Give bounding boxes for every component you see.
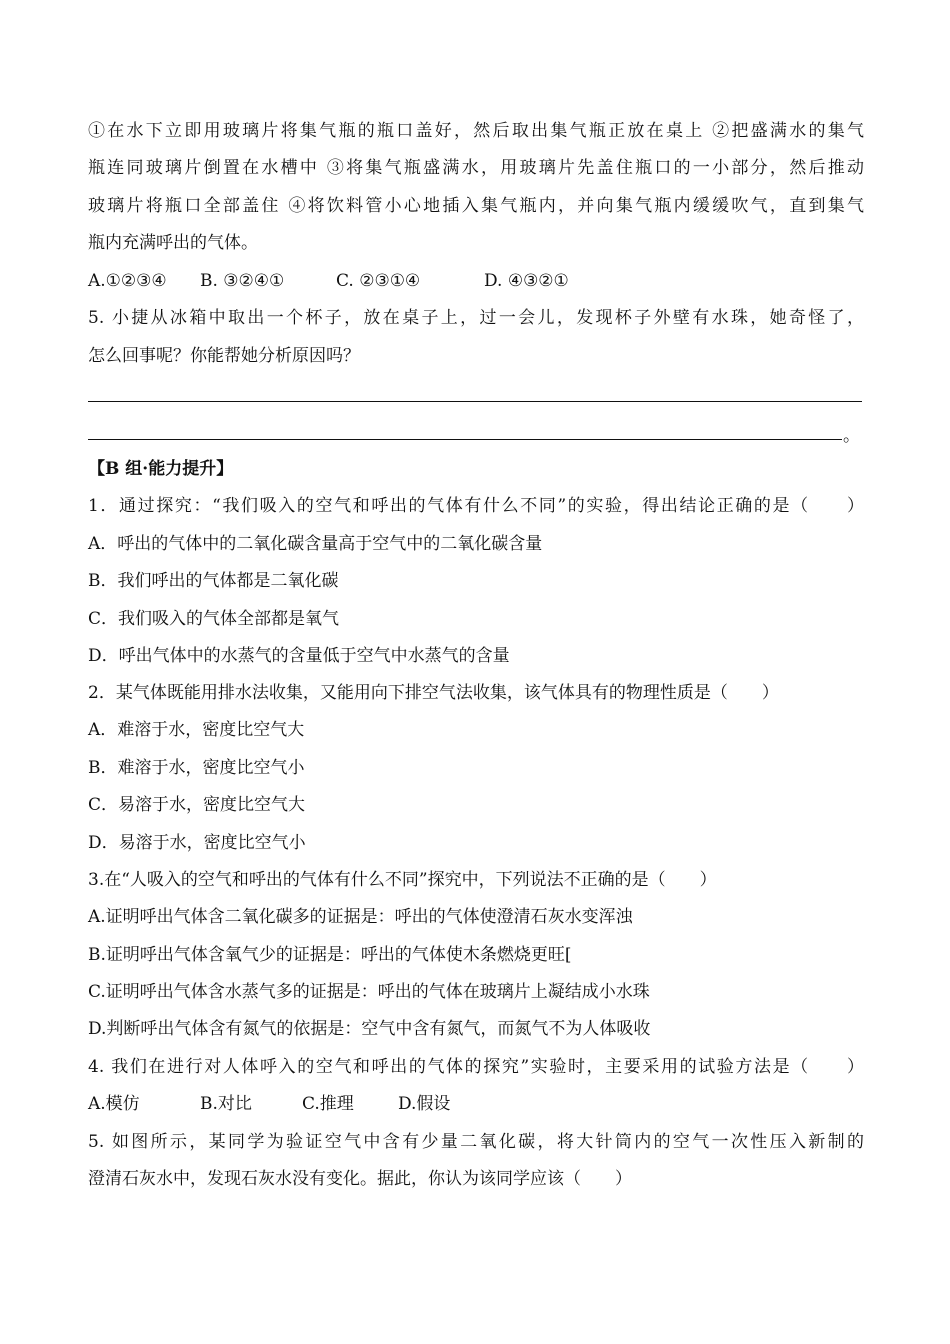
b-q3-option-c: C.证明呼出气体含水蒸气多的证据是：呼出的气体在玻璃片上凝结成小水珠 bbox=[88, 982, 650, 1002]
steps-line-3: 玻璃片将瓶口全部盖住 ④将饮料管小心地插入集气瓶内，并向集气瓶内缓缓吹气，直到集气 bbox=[88, 196, 864, 216]
b-q1-option-b: B．我们呼出的气体都是二氧化碳 bbox=[88, 571, 339, 591]
q5-line-1: 5. 小捷从冰箱中取出一个杯子，放在桌子上，过一会儿，发现杯子外壁有水珠，她奇怪了， bbox=[88, 308, 864, 328]
b-q4-stem: 4. 我们在进行对人体呼入的空气和呼出的气体的探究”实验时，主要采用的试验方法是（ ） bbox=[88, 1057, 864, 1077]
b-q1-stem: 1．通过探究：“我们吸入的空气和呼出的气体有什么不同”的实验，得出结论正确的是（ ） bbox=[88, 496, 864, 516]
b-q4-options bbox=[88, 1092, 450, 1116]
option-c: C. ②③①④ bbox=[336, 271, 421, 291]
answer-end-mark: 。 bbox=[843, 426, 860, 446]
answer-line-1 bbox=[88, 401, 862, 402]
ordering-options bbox=[88, 269, 569, 293]
b-q3-option-d: D.判断呼出气体含有氮气的依据是：空气中含有氮气，而氮气不为人体吸收 bbox=[88, 1019, 651, 1039]
answer-line-2 bbox=[88, 439, 842, 440]
option-a: A.①②③④ bbox=[88, 271, 167, 291]
b-q3-stem: 3.在“人吸入的空气和呼出的气体有什么不同”探究中，下列说法不正确的是（ ） bbox=[88, 870, 717, 890]
b-q2-option-d: D．易溶于水，密度比空气小 bbox=[88, 833, 306, 853]
b-q2-option-a: A．难溶于水，密度比空气大 bbox=[88, 720, 305, 740]
b-q1-option-a: A．呼出的气体中的二氧化碳含量高于空气中的二氧化碳含量 bbox=[88, 534, 543, 554]
section-b-title: 【B 组·能力提升】 bbox=[88, 459, 234, 479]
b-q5-line-2: 澄清石灰水中，发现石灰水没有变化。据此，你认为该同学应该（ ） bbox=[88, 1169, 632, 1189]
b-q4-option-b: B.对比 bbox=[200, 1094, 252, 1114]
b-q4-option-c: C.推理 bbox=[302, 1094, 354, 1114]
b-q2-option-c: C．易溶于水，密度比空气大 bbox=[88, 795, 306, 815]
b-q3-option-b: B.证明呼出气体含氧气少的证据是：呼出的气体使木条燃烧更旺[ bbox=[88, 945, 572, 965]
b-q1-option-d: D．呼出气体中的水蒸气的含量低于空气中水蒸气的含量 bbox=[88, 646, 510, 666]
option-d: D. ④③②① bbox=[484, 271, 569, 291]
b-q3-option-a: A.证明呼出气体含二氧化碳多的证据是：呼出的气体使澄清石灰水变浑浊 bbox=[88, 907, 633, 927]
b-q1-option-c: C．我们吸入的气体全部都是氧气 bbox=[88, 609, 340, 629]
b-q2-option-b: B．难溶于水，密度比空气小 bbox=[88, 758, 305, 778]
steps-line-1: ①在水下立即用玻璃片将集气瓶的瓶口盖好，然后取出集气瓶正放在桌上 ②把盛满水的集气 bbox=[88, 121, 864, 141]
b-q5-line-1: 5. 如图所示，某同学为验证空气中含有少量二氧化碳，将大针筒内的空气一次性压入新制的 bbox=[88, 1132, 864, 1152]
b-q4-option-a: A.模仿 bbox=[88, 1094, 140, 1114]
b-q4-option-d: D.假设 bbox=[398, 1094, 451, 1114]
b-q2-stem: 2．某气体既能用排水法收集，又能用向下排空气法收集，该气体具有的物理性质是（ ） bbox=[88, 683, 779, 703]
option-b: B. ③②④① bbox=[200, 271, 285, 291]
steps-line-4: 瓶内充满呼出的气体。 bbox=[88, 233, 258, 253]
q5-line-2: 怎么回事呢？你能帮她分析原因吗？ bbox=[88, 346, 360, 366]
steps-line-2: 瓶连同玻璃片倒置在水槽中 ③将集气瓶盛满水，用玻璃片先盖住瓶口的一小部分，然后推动 bbox=[88, 158, 864, 178]
